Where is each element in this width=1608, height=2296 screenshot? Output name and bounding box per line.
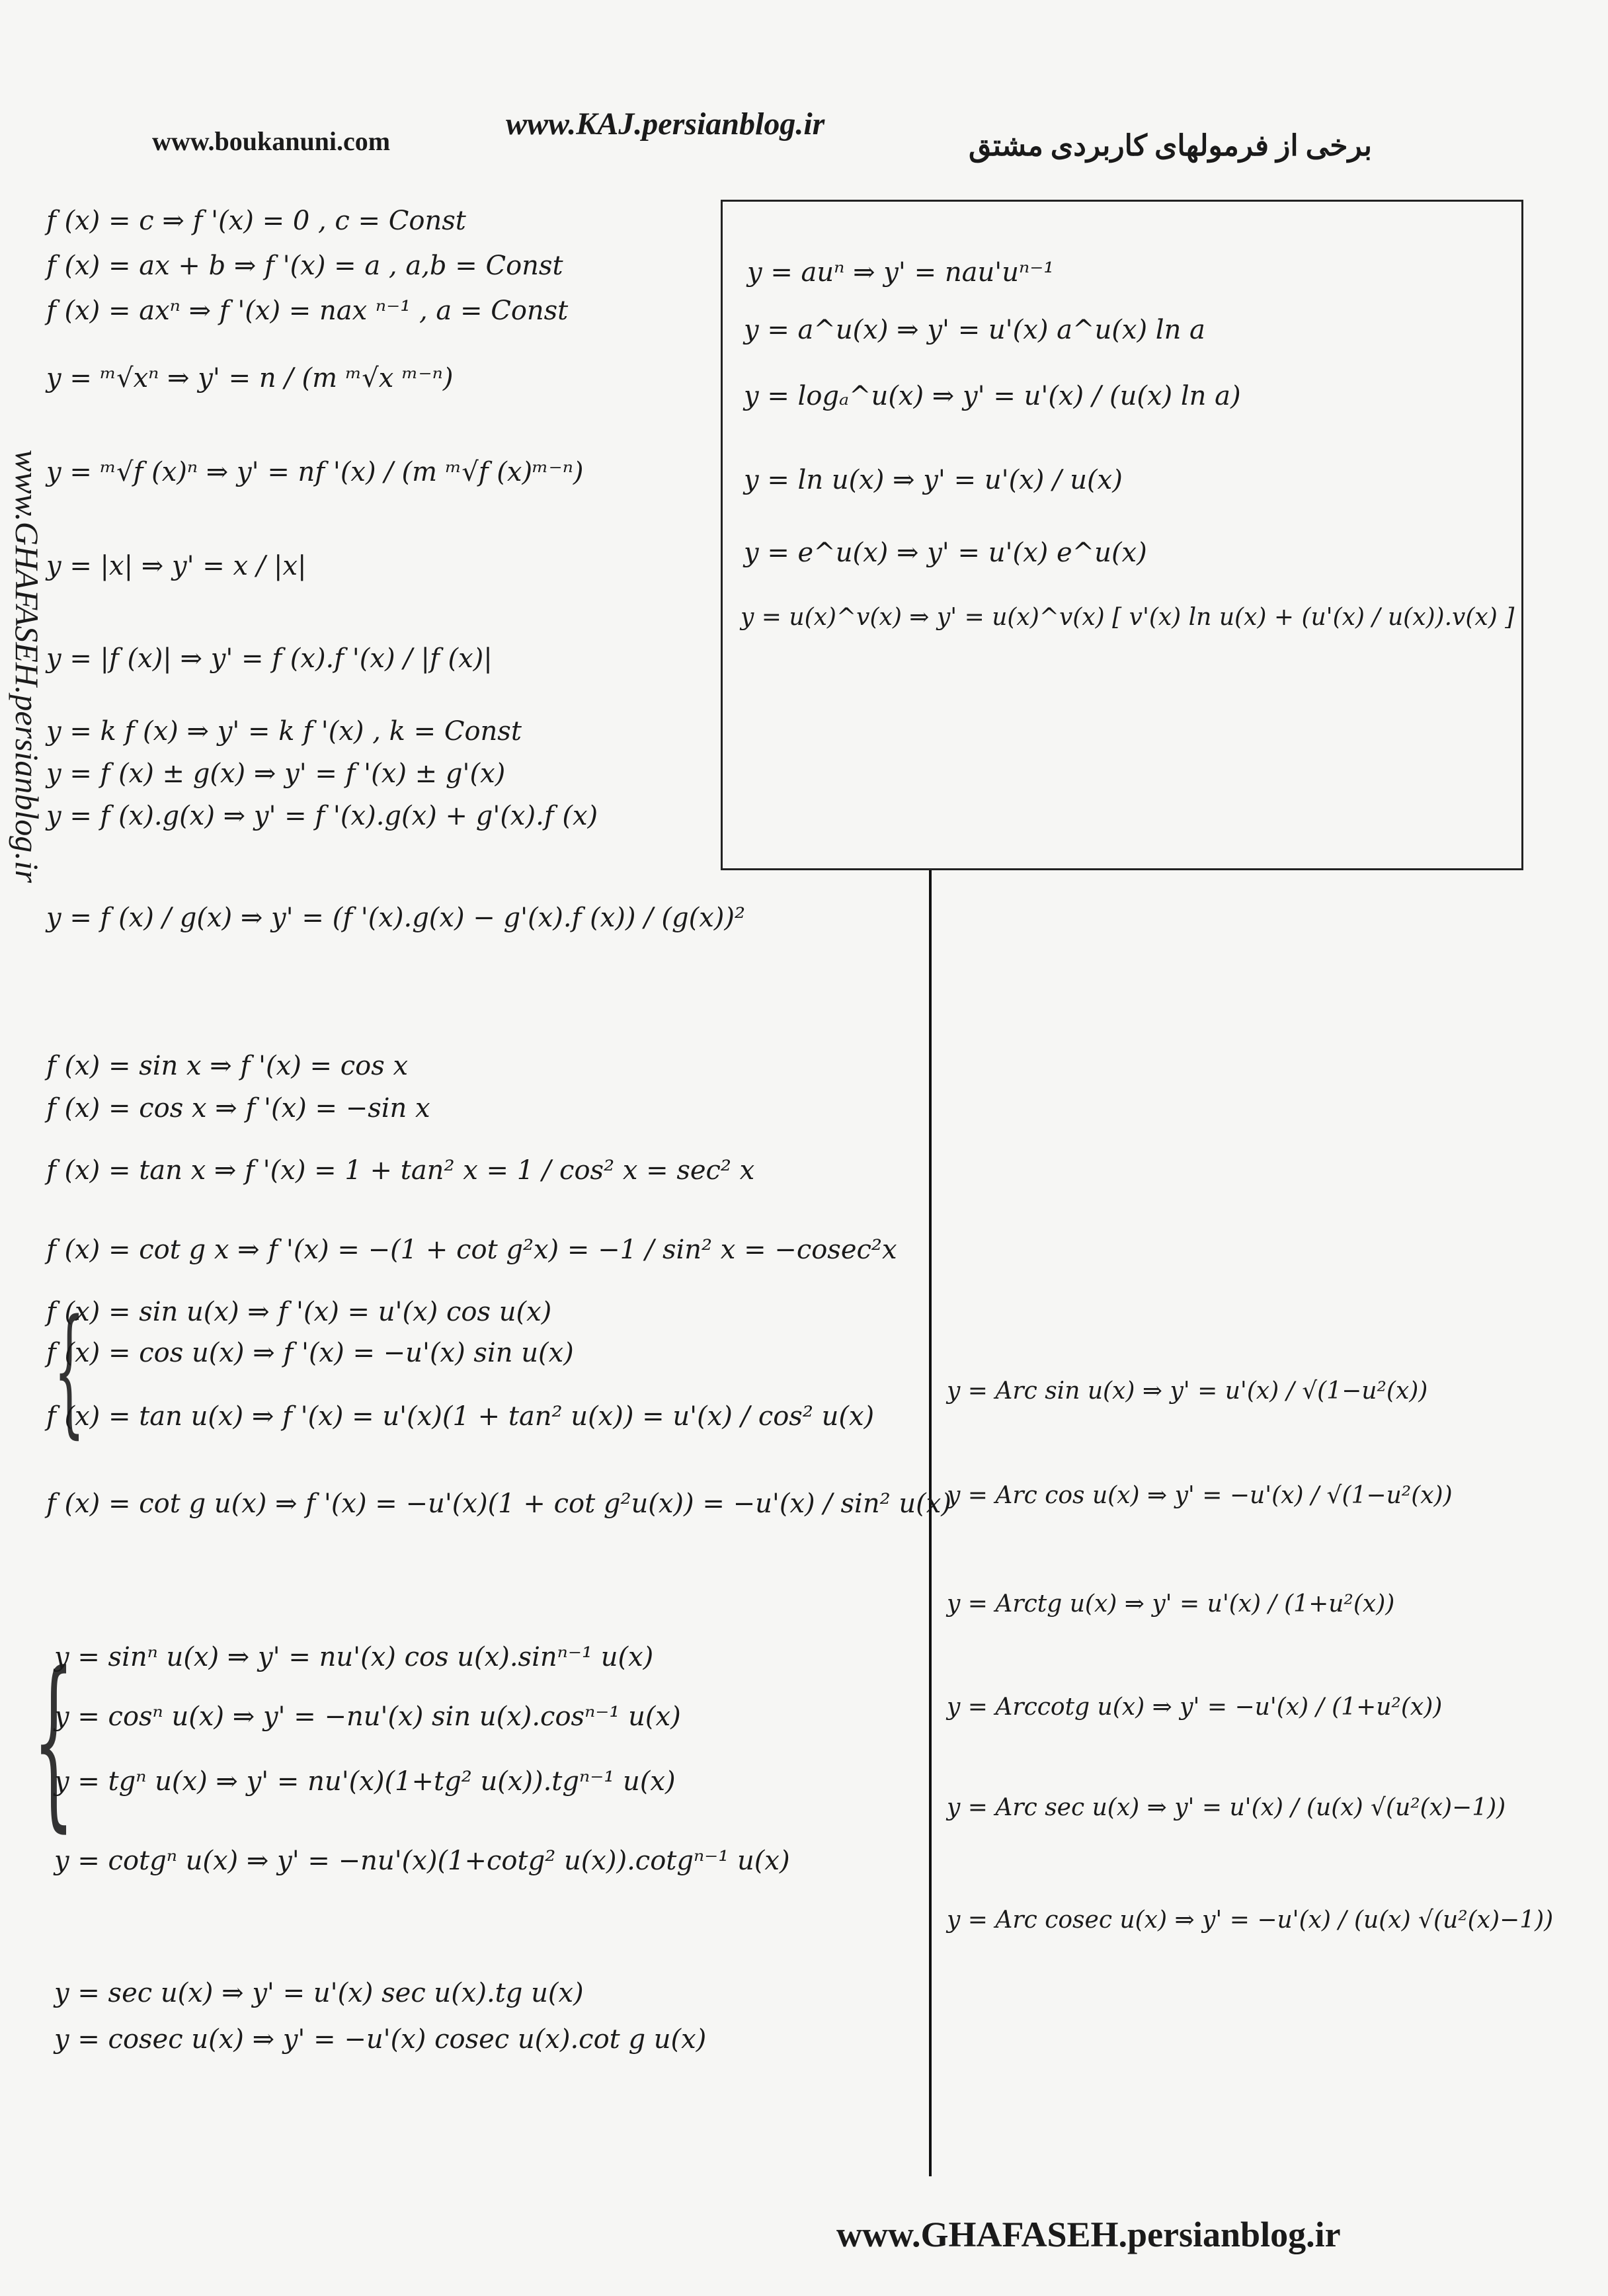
formula-arctg: y = Arctg u(x) ⇒ y' = u'(x) / (1+u²(x)) (947, 1590, 1395, 1618)
formula-sec-u: y = sec u(x) ⇒ y' = u'(x) sec u(x).tg u(x) (54, 1978, 584, 2008)
formula-linear: f (x) = ax + b ⇒ f '(x) = a , a,b = Const (46, 251, 563, 281)
formula-box (721, 200, 1523, 870)
formula-a-pow-u: y = a^u(x) ⇒ y' = u'(x) a^u(x) ln a (744, 315, 1205, 345)
formula-arcsin: y = Arc sin u(x) ⇒ y' = u'(x) / √(1−u²(x)) (947, 1377, 1428, 1405)
footer-site: www.GHAFASEH.persianblog.ir (836, 2215, 1341, 2254)
formula-root-x: y = ᵐ√xⁿ ⇒ y' = n / (m ᵐ√x ᵐ⁻ⁿ) (46, 363, 454, 393)
formula-quotient: y = f (x) / g(x) ⇒ y' = (f '(x).g(x) − g'(x).f (x)) / (g(x))² (46, 903, 746, 933)
formula-cosec-u: y = cosec u(x) ⇒ y' = −u'(x) cosec u(x).cot g u(x) (54, 2024, 707, 2055)
formula-root-f: y = ᵐ√f (x)ⁿ ⇒ y' = nf '(x) / (m ᵐ√f (x)ᵐ⁻ⁿ) (46, 457, 584, 487)
formula-arccos: y = Arc cos u(x) ⇒ y' = −u'(x) / √(1−u²(x)) (947, 1482, 1453, 1509)
formula-e-pow-u: y = e^u(x) ⇒ y' = u'(x) e^u(x) (744, 538, 1147, 568)
formula-abs-f: y = |f (x)| ⇒ y' = f (x).f '(x) / |f (x)| (46, 643, 493, 674)
formula-arccotg: y = Arccotg u(x) ⇒ y' = −u'(x) / (1+u²(x)) (947, 1694, 1443, 1721)
formula-arcsec: y = Arc sec u(x) ⇒ y' = u'(x) / (u(x) √(u²(x)−1)) (947, 1794, 1506, 1821)
vertical-watermark: www.GHAFASEH.persianblog.ir (9, 450, 46, 883)
formula-cot-u: f (x) = cot g u(x) ⇒ f '(x) = −u'(x)(1 + cot g²u(x)) = −u'(x) / sin² u(x) (46, 1489, 951, 1519)
column-divider (929, 870, 932, 2176)
formula-tg-pow-n: y = tgⁿ u(x) ⇒ y' = nu'(x)(1+tg² u(x)).tgⁿ⁻¹ u(x) (54, 1766, 676, 1797)
formula-arccosec: y = Arc cosec u(x) ⇒ y' = −u'(x) / (u(x) √(u²(x)−1)) (947, 1906, 1554, 1934)
group-brace-trig-power: { (32, 1633, 75, 1849)
formula-cot: f (x) = cot g x ⇒ f '(x) = −(1 + cot g²x) = −1 / sin² x = −cosec²x (46, 1235, 897, 1265)
formula-au-pow-n: y = auⁿ ⇒ y' = nau'uⁿ⁻¹ (747, 257, 1055, 288)
header-site-left: www.boukanuni.com (152, 126, 391, 156)
page-title: برخی از فرمولهای کاربردی مشتق (969, 130, 1372, 162)
formula-tan-u: f (x) = tan u(x) ⇒ f '(x) = u'(x)(1 + tan² u(x)) = u'(x) / cos² u(x) (46, 1401, 875, 1432)
formula-sin: f (x) = sin x ⇒ f '(x) = cos x (46, 1051, 409, 1081)
formula-product: y = f (x).g(x) ⇒ y' = f '(x).g(x) + g'(x).f (x) (46, 801, 598, 831)
formula-scalar: y = k f (x) ⇒ y' = k f '(x) , k = Const (46, 716, 522, 747)
formula-u-pow-v: y = u(x)^v(x) ⇒ y' = u(x)^v(x) [ v'(x) ln u(x) + (u'(x) / u(x)).v(x) ] (741, 604, 1515, 631)
formula-ln-u: y = ln u(x) ⇒ y' = u'(x) / u(x) (744, 465, 1123, 495)
formula-cos: f (x) = cos x ⇒ f '(x) = −sin x (46, 1093, 430, 1124)
formula-tan: f (x) = tan x ⇒ f '(x) = 1 + tan² x = 1 / cos² x = sec² x (46, 1155, 755, 1186)
formula-sin-u: f (x) = sin u(x) ⇒ f '(x) = u'(x) cos u(x) (46, 1297, 552, 1327)
formula-sum: y = f (x) ± g(x) ⇒ y' = f '(x) ± g'(x) (46, 758, 506, 789)
formula-constant: f (x) = c ⇒ f '(x) = 0 , c = Const (46, 206, 466, 236)
formula-cotg-pow-n: y = cotgⁿ u(x) ⇒ y' = −nu'(x)(1+cotg² u(x)).cotgⁿ⁻¹ u(x) (54, 1846, 790, 1876)
formula-abs-x: y = |x| ⇒ y' = x / |x| (46, 551, 307, 581)
formula-cos-u: f (x) = cos u(x) ⇒ f '(x) = −u'(x) sin u(x) (46, 1338, 574, 1368)
formula-log-a-u: y = logₐ^u(x) ⇒ y' = u'(x) / (u(x) ln a) (744, 381, 1241, 411)
group-brace-trig-u: { (54, 1290, 85, 1452)
formula-cos-pow-n: y = cosⁿ u(x) ⇒ y' = −nu'(x) sin u(x).cosⁿ⁻¹ u(x) (54, 1702, 681, 1732)
header-site-center: www.KAJ.persianblog.ir (506, 106, 825, 142)
formula-sin-pow-n: y = sinⁿ u(x) ⇒ y' = nu'(x) cos u(x).sinⁿ⁻¹ u(x) (54, 1642, 654, 1672)
formula-power: f (x) = axⁿ ⇒ f '(x) = nax ⁿ⁻¹ , a = Const (46, 296, 569, 326)
